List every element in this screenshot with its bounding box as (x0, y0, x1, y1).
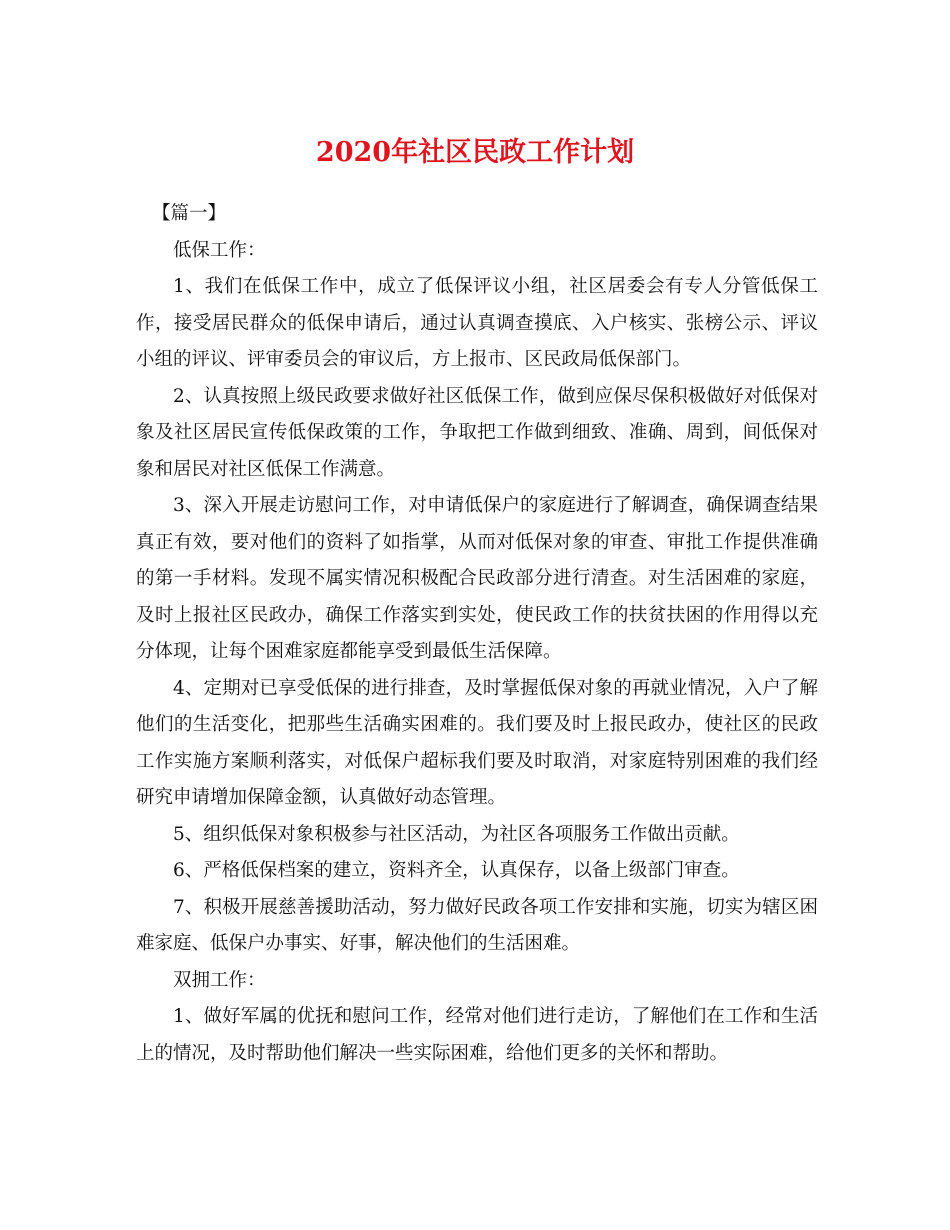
paragraph-item-3: 3、深入开展走访慰问工作，对申请低保户的家庭进行了解调查，确保调查结果真正有效，要对他们的资料了如指掌，从而对低保对象的审查、审批工作提供准确的第一手材料。发现不属实情况积极配合民政部分进行清查。对生活困难的家庭，及时上报社区民政办，确保工作落实到实处，使民政工作的扶贫扶困的作用得以充分体现，让每个困难家庭都能享受到最低生活保障。 (136, 495, 818, 662)
paragraph-item-2: 2、认真按照上级民政要求做好社区低保工作，做到应保尽保积极做好对低保对象及社区居民宣传低保政策的工作，争取把工作做到细致、准确、周到，间低保对象和居民对社区低保工作满意。 (136, 385, 818, 480)
paragraph-item-7: 7、积极开展慈善援助活动，努力做好民政各项工作安排和实施，切实为辖区困难家庭、低保户办事实、好事，解决他们的生活困难。 (136, 896, 818, 954)
paragraph-item-4: 4、定期对已享受低保的进行排查，及时掌握低保对象的再就业情况，入户了解他们的生活变化，把那些生活确实困难的。我们要及时上报民政办，使社区的民政工作实施方案顺利落实，对低保户超标我们要及时取消，对家庭特别困难的我们经研究申请增加保障金额，认真做好动态管理。 (136, 677, 818, 808)
paragraph-item-5: 5、组织低保对象积极参与社区活动，为社区各项服务工作做出贡献。 (173, 823, 740, 845)
document-title: 2020年社区民政工作计划 (315, 137, 635, 168)
paragraph-item-6: 6、严格低保档案的建立，资料齐全，认真保存，以备上级部门审查。 (173, 860, 740, 881)
subheading-double-support-work: 双拥工作： (173, 969, 266, 991)
paragraph-support-item-1: 1、做好军属的优抚和慰问工作，经常对他们进行走访，了解他们在工作和生活上的情况，及时帮助他们解决一些实际困难，给他们更多的关怀和帮助。 (136, 1006, 818, 1064)
paragraph-item-1: 1、我们在低保工作中，成立了低保评议小组，社区居委会有专人分管低保工作，接受居民群众的低保申请后，通过认真调查摸底、入户核实、张榜公示、评议小组的评议、评审委员会的审议后，方上报市、区民政局低保部门。 (136, 276, 818, 370)
subheading-low-income-work: 低保工作： (173, 239, 266, 261)
section-heading-part-one: 【篇一】 (152, 203, 227, 224)
document-body (136, 196, 818, 1072)
